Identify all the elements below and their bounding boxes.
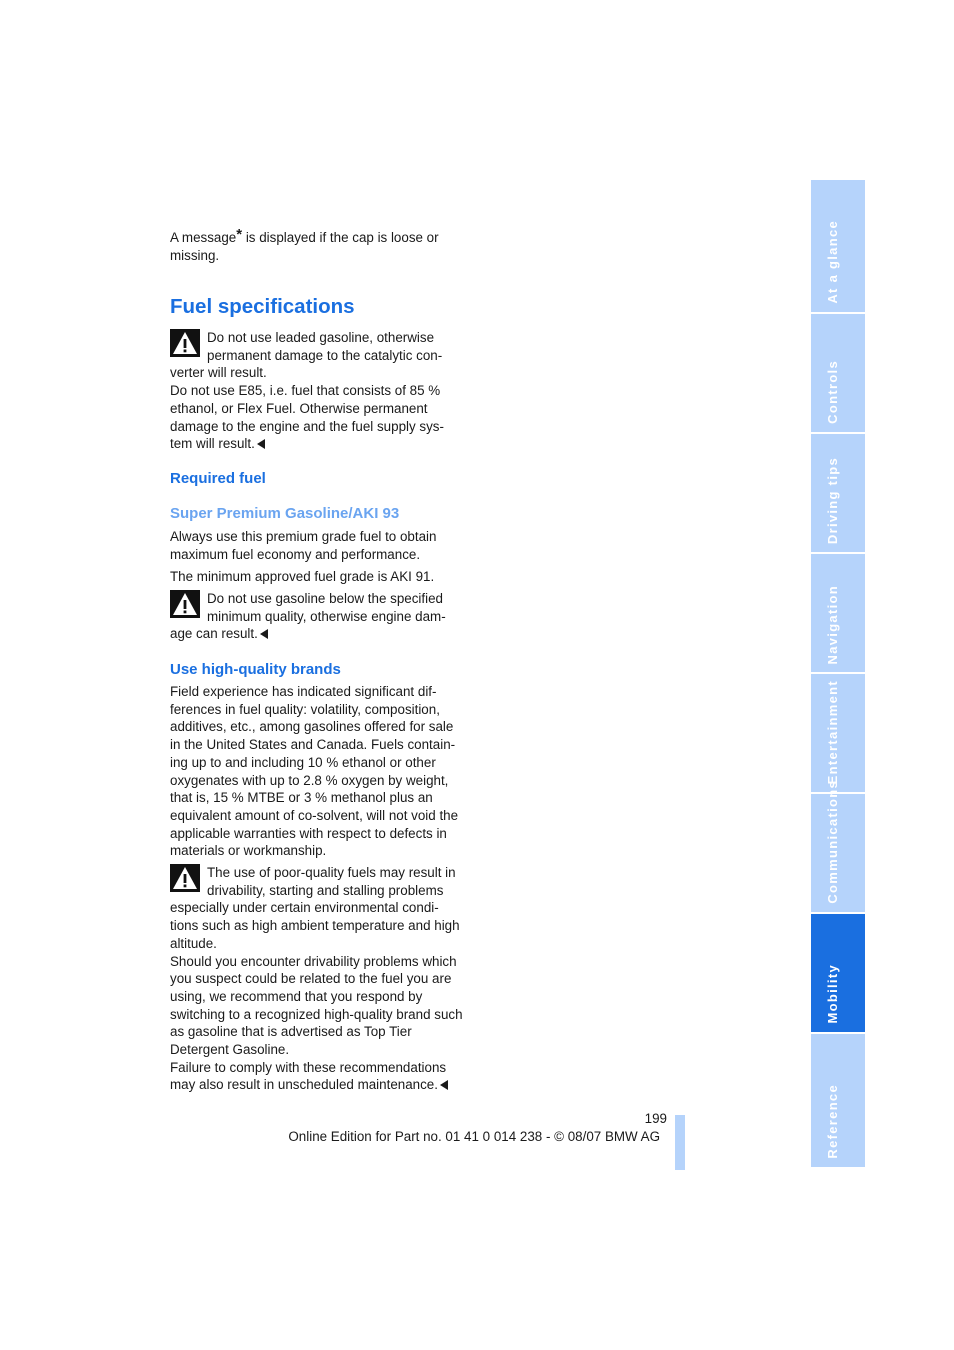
warning-text: The use of poor-quality fuels may result in drivability, starting and stalling problems especially under certain environmental condi-tions such as high ambient temperature and high altitude. bbox=[170, 865, 460, 951]
tab-at-a-glance[interactable]: At a glance bbox=[811, 180, 865, 312]
edition-footer: Online Edition for Part no. 01 41 0 014 238 - © 08/07 BMW AG bbox=[288, 1129, 660, 1144]
heading-required-fuel: Required fuel bbox=[170, 470, 266, 487]
heading-super-premium: Super Premium Gasoline/AKI 93 bbox=[170, 505, 400, 522]
end-mark-icon bbox=[260, 629, 268, 639]
section-title: Fuel specifications bbox=[170, 295, 355, 318]
warning-block-poor-quality bbox=[170, 864, 465, 1094]
warning-block-quality bbox=[170, 590, 465, 643]
chapter-sidebar bbox=[811, 180, 865, 1167]
tab-entertainment[interactable]: Entertainment bbox=[811, 674, 865, 792]
tab-navigation[interactable]: Navigation bbox=[811, 554, 865, 672]
end-mark-icon bbox=[440, 1080, 448, 1090]
page-number: 199 bbox=[644, 1111, 667, 1126]
warning-triangle-icon bbox=[170, 329, 200, 357]
tab-reference[interactable]: Reference bbox=[811, 1034, 865, 1167]
tab-communications[interactable]: Communications bbox=[811, 794, 865, 912]
footer-marker-bar bbox=[675, 1115, 685, 1170]
tab-mobility[interactable]: Mobility bbox=[811, 914, 865, 1032]
end-mark-icon bbox=[257, 439, 265, 449]
warning-text: Failure to comply with these recommendations may also result in unscheduled maintenance. bbox=[170, 1059, 447, 1093]
paragraph: Field experience has indicated significant dif-ferences in fuel quality: volatility, composition, additives, etc., among gasolines offered for sale in the United States and Canada. Fuels contain-ing up to and including 10 % ethanol or other oxygenates with up to 2.8 % oxygen by weight, that is, 15 % MTBE or 3 % methanol plus an equivalent amount of co-solvent, will not void the applicable warranties with respect to defects in materials or workmanship. bbox=[170, 684, 459, 859]
tab-driving-tips[interactable]: Driving tips bbox=[811, 434, 865, 552]
intro-text: A message* is displayed if the cap is loose or missing. bbox=[170, 226, 439, 263]
paragraph: The minimum approved fuel grade is AKI 91. bbox=[170, 569, 435, 584]
warning-text: Do not use E85, i.e. fuel that consists of 85 % ethanol, or Flex Fuel. Otherwise permanent damage to the engine and the fuel supply sys-tem will result. bbox=[170, 383, 444, 452]
warning-triangle-icon bbox=[170, 590, 200, 618]
warning-text: Do not use gasoline below the specified minimum quality, otherwise engine dam-age can result. bbox=[170, 591, 446, 642]
warning-block-leaded bbox=[170, 329, 465, 453]
heading-high-quality-brands: Use high-quality brands bbox=[170, 661, 341, 678]
tab-controls[interactable]: Controls bbox=[811, 314, 865, 432]
warning-text: Should you encounter drivability problems which you suspect could be related to the fuel you are using, we recommend that you respond by switching to a recognized high-quality brand such as gasoline that is advertised as Top Tier Detergent Gasoline. bbox=[170, 953, 463, 1058]
warning-text: Do not use leaded gasoline, otherwise permanent damage to the catalytic con-verter will result. bbox=[170, 330, 443, 381]
warning-triangle-icon bbox=[170, 864, 200, 892]
paragraph: Always use this premium grade fuel to obtain maximum fuel economy and performance. bbox=[170, 529, 437, 562]
